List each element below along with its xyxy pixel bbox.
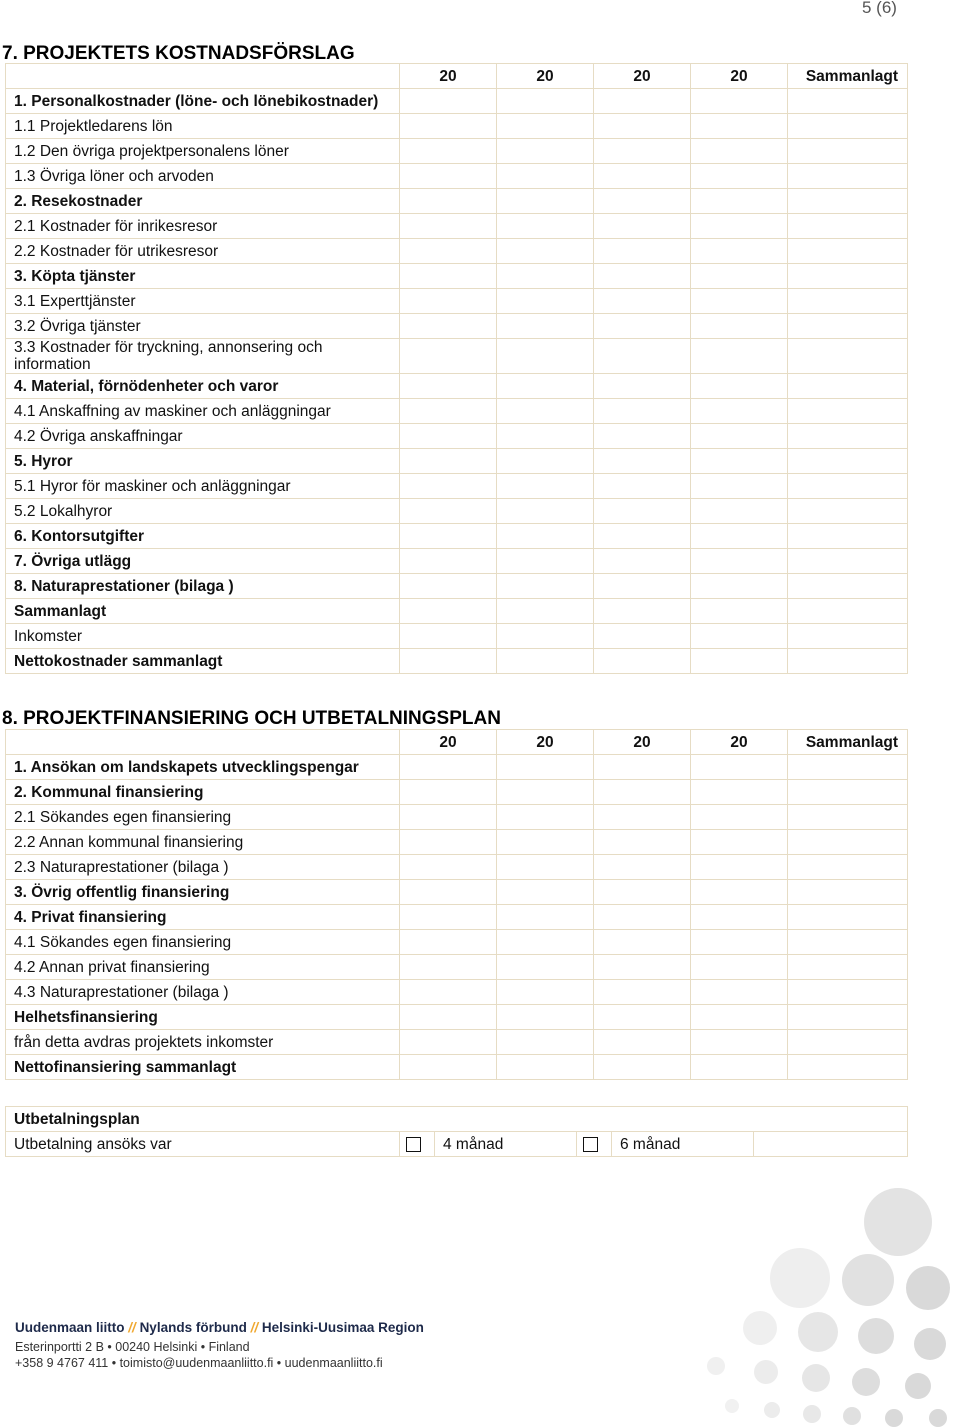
financing-value-cell[interactable]: [691, 805, 788, 830]
cost-header-year-4: 20: [691, 64, 788, 89]
cost-value-cell[interactable]: [400, 574, 497, 599]
financing-value-cell[interactable]: [691, 1030, 788, 1055]
cost-value-cell[interactable]: [497, 424, 594, 449]
financing-value-cell[interactable]: [594, 930, 691, 955]
cost-row: [6, 499, 908, 524]
cost-value-cell[interactable]: [497, 374, 594, 399]
financing-value-cell[interactable]: [497, 980, 594, 1005]
cost-value-cell[interactable]: [691, 114, 788, 139]
financing-value-cell[interactable]: [594, 880, 691, 905]
cost-value-cell[interactable]: [400, 164, 497, 189]
cost-value-cell[interactable]: [594, 374, 691, 399]
financing-row: [6, 955, 908, 980]
cost-value-cell[interactable]: [497, 624, 594, 649]
footer-address: Esterinportti 2 B • 00240 Helsinki • Finland: [15, 1340, 250, 1354]
cost-value-cell[interactable]: [691, 239, 788, 264]
financing-header-year-4: 20: [691, 730, 788, 755]
cost-value-cell[interactable]: [594, 524, 691, 549]
financing-value-cell[interactable]: [594, 805, 691, 830]
cost-row: [6, 189, 908, 214]
checkbox-6-month[interactable]: [583, 1137, 598, 1152]
cost-value-cell[interactable]: [497, 599, 594, 624]
cost-row-label: 4.2 Övriga anskaffningar: [6, 424, 400, 449]
logo-separator-2: //: [250, 1320, 259, 1335]
org-name-en: Helsinki-Uusimaa Region: [261, 1320, 424, 1335]
cost-value-cell[interactable]: [594, 624, 691, 649]
financing-row-label: 2. Kommunal finansiering: [6, 780, 400, 805]
financing-header-row: [6, 730, 908, 755]
financing-row-label: Nettofinansiering sammanlagt: [6, 1055, 400, 1080]
cost-value-cell[interactable]: [497, 89, 594, 114]
cost-value-cell[interactable]: [691, 649, 788, 674]
financing-value-cell[interactable]: [594, 830, 691, 855]
financing-value-cell[interactable]: [788, 755, 908, 780]
cost-value-cell[interactable]: [691, 374, 788, 399]
financing-value-cell[interactable]: [788, 855, 908, 880]
financing-value-cell[interactable]: [788, 830, 908, 855]
financing-row-label: från detta avdras projektets inkomster: [6, 1030, 400, 1055]
cost-value-cell[interactable]: [691, 624, 788, 649]
cost-value-cell[interactable]: [400, 289, 497, 314]
cost-value-cell[interactable]: [497, 574, 594, 599]
cost-row: [6, 424, 908, 449]
cost-value-cell[interactable]: [497, 214, 594, 239]
cost-value-cell[interactable]: [691, 424, 788, 449]
cost-value-cell[interactable]: [594, 214, 691, 239]
cost-row-label: 5.2 Lokalhyror: [6, 499, 400, 524]
financing-value-cell[interactable]: [400, 930, 497, 955]
financing-value-cell[interactable]: [691, 855, 788, 880]
cost-value-cell[interactable]: [691, 599, 788, 624]
financing-value-cell[interactable]: [497, 1055, 594, 1080]
financing-row-label: Helhetsfinansiering: [6, 1005, 400, 1030]
cost-value-cell[interactable]: [400, 399, 497, 424]
cost-row: [6, 374, 908, 399]
cost-row-label: Inkomster: [6, 624, 400, 649]
financing-value-cell[interactable]: [788, 905, 908, 930]
logo-separator-1: //: [128, 1320, 136, 1335]
cost-value-cell[interactable]: [788, 549, 908, 574]
cost-value-cell[interactable]: [400, 649, 497, 674]
cost-value-cell[interactable]: [788, 649, 908, 674]
cost-row: [6, 289, 908, 314]
financing-value-cell[interactable]: [400, 880, 497, 905]
financing-value-cell[interactable]: [497, 955, 594, 980]
cost-value-cell[interactable]: [400, 89, 497, 114]
cost-row-label: 1.3 Övriga löner och arvoden: [6, 164, 400, 189]
cost-row: [6, 239, 908, 264]
cost-value-cell[interactable]: [691, 139, 788, 164]
financing-value-cell[interactable]: [400, 1055, 497, 1080]
financing-value-cell[interactable]: [788, 1030, 908, 1055]
cost-value-cell[interactable]: [400, 339, 497, 374]
financing-value-cell[interactable]: [691, 780, 788, 805]
financing-value-cell[interactable]: [400, 955, 497, 980]
cost-value-cell[interactable]: [691, 89, 788, 114]
cost-value-cell[interactable]: [691, 549, 788, 574]
cost-row: [6, 399, 908, 424]
cost-value-cell[interactable]: [497, 114, 594, 139]
financing-value-cell[interactable]: [691, 980, 788, 1005]
cost-row: [6, 474, 908, 499]
decorative-dots: [700, 1160, 960, 1427]
cost-value-cell[interactable]: [594, 164, 691, 189]
financing-row: [6, 855, 908, 880]
cost-value-cell[interactable]: [400, 624, 497, 649]
financing-value-cell[interactable]: [400, 855, 497, 880]
financing-row-label: 2.2 Annan kommunal finansiering: [6, 830, 400, 855]
cost-value-cell[interactable]: [400, 449, 497, 474]
financing-value-cell[interactable]: [691, 930, 788, 955]
cost-row: [6, 314, 908, 339]
financing-value-cell[interactable]: [400, 830, 497, 855]
financing-row: [6, 980, 908, 1005]
financing-row: [6, 830, 908, 855]
financing-row: [6, 755, 908, 780]
cost-header-year-2: 20: [497, 64, 594, 89]
cost-value-cell[interactable]: [788, 374, 908, 399]
cost-value-cell[interactable]: [400, 214, 497, 239]
cost-value-cell[interactable]: [497, 499, 594, 524]
financing-value-cell[interactable]: [400, 780, 497, 805]
cost-value-cell[interactable]: [594, 139, 691, 164]
cost-header-year-1: 20: [400, 64, 497, 89]
cost-row-label: 4.1 Anskaffning av maskiner och anläggningar: [6, 399, 400, 424]
footer-logo: [15, 1320, 424, 1335]
checkbox-4-month[interactable]: [406, 1137, 421, 1152]
cost-proposal-table: [5, 63, 908, 674]
cost-value-cell[interactable]: [497, 449, 594, 474]
cost-value-cell[interactable]: [691, 399, 788, 424]
cost-row-label: 6. Kontorsutgifter: [6, 524, 400, 549]
cost-row-label: 2.1 Kostnader för inrikesresor: [6, 214, 400, 239]
option-6-month-label: 6 månad: [612, 1132, 754, 1157]
cost-value-cell[interactable]: [788, 139, 908, 164]
financing-value-cell[interactable]: [788, 805, 908, 830]
cost-value-cell[interactable]: [400, 314, 497, 339]
org-name-fi: Uudenmaan liitto: [15, 1320, 125, 1335]
cost-value-cell[interactable]: [497, 139, 594, 164]
financing-value-cell[interactable]: [497, 780, 594, 805]
cost-value-cell[interactable]: [400, 374, 497, 399]
cost-value-cell[interactable]: [788, 599, 908, 624]
financing-value-cell[interactable]: [497, 905, 594, 930]
cost-value-cell[interactable]: [788, 339, 908, 374]
financing-value-cell[interactable]: [788, 955, 908, 980]
financing-value-cell[interactable]: [691, 955, 788, 980]
financing-row: [6, 1005, 908, 1030]
financing-header-corner: [6, 730, 400, 755]
financing-value-cell[interactable]: [691, 830, 788, 855]
cost-header-year-3: 20: [594, 64, 691, 89]
cost-value-cell[interactable]: [691, 499, 788, 524]
cost-value-cell[interactable]: [788, 474, 908, 499]
cost-row: [6, 339, 908, 374]
cost-row-label: 7. Övriga utlägg: [6, 549, 400, 574]
cost-value-cell[interactable]: [594, 189, 691, 214]
financing-row-label: 4. Privat finansiering: [6, 905, 400, 930]
cost-row: [6, 89, 908, 114]
cost-value-cell[interactable]: [400, 424, 497, 449]
cost-value-cell[interactable]: [788, 449, 908, 474]
financing-value-cell[interactable]: [497, 930, 594, 955]
cost-value-cell[interactable]: [788, 424, 908, 449]
financing-header-year-2: 20: [497, 730, 594, 755]
financing-row-label: 4.2 Annan privat finansiering: [6, 955, 400, 980]
financing-row-label: 2.1 Sökandes egen finansiering: [6, 805, 400, 830]
financing-value-cell[interactable]: [691, 755, 788, 780]
payment-plan-row: [6, 1132, 908, 1157]
payment-plan-title: Utbetalningsplan: [6, 1107, 908, 1132]
cost-value-cell[interactable]: [788, 239, 908, 264]
financing-value-cell[interactable]: [788, 1005, 908, 1030]
financing-value-cell[interactable]: [497, 855, 594, 880]
financing-value-cell[interactable]: [788, 1055, 908, 1080]
cost-row-label: Nettokostnader sammanlagt: [6, 649, 400, 674]
cost-row-label: 3.3 Kostnader för tryckning, annonsering och information: [6, 339, 400, 374]
cost-row: [6, 164, 908, 189]
cost-value-cell[interactable]: [400, 239, 497, 264]
cost-row: [6, 214, 908, 239]
footer-contact: +358 9 4767 411 • toimisto@uudenmaanliitto.fi • uudenmaanliitto.fi: [15, 1356, 383, 1370]
cost-value-cell[interactable]: [788, 499, 908, 524]
financing-value-cell[interactable]: [594, 755, 691, 780]
cost-value-cell[interactable]: [594, 649, 691, 674]
financing-value-cell[interactable]: [594, 1055, 691, 1080]
cost-row: [6, 449, 908, 474]
financing-value-cell[interactable]: [691, 905, 788, 930]
cost-value-cell[interactable]: [400, 139, 497, 164]
financing-row: [6, 1055, 908, 1080]
cost-row-label: 1.2 Den övriga projektpersonalens löner: [6, 139, 400, 164]
financing-value-cell[interactable]: [400, 755, 497, 780]
financing-row: [6, 880, 908, 905]
cost-value-cell[interactable]: [691, 574, 788, 599]
financing-row: [6, 1030, 908, 1055]
cost-value-cell[interactable]: [594, 474, 691, 499]
cost-value-cell[interactable]: [788, 289, 908, 314]
cost-value-cell[interactable]: [788, 114, 908, 139]
financing-value-cell[interactable]: [788, 780, 908, 805]
cost-row-label: 2.2 Kostnader för utrikesresor: [6, 239, 400, 264]
financing-value-cell[interactable]: [594, 980, 691, 1005]
financing-value-cell[interactable]: [594, 855, 691, 880]
checkbox-cell-4[interactable]: [400, 1132, 435, 1157]
cost-value-cell[interactable]: [788, 574, 908, 599]
cost-value-cell[interactable]: [594, 239, 691, 264]
cost-row: [6, 549, 908, 574]
financing-value-cell[interactable]: [497, 830, 594, 855]
cost-value-cell[interactable]: [691, 264, 788, 289]
cost-value-cell[interactable]: [691, 289, 788, 314]
financing-row-label: 3. Övrig offentlig finansiering: [6, 880, 400, 905]
cost-header-corner: [6, 64, 400, 89]
financing-row: [6, 780, 908, 805]
financing-value-cell[interactable]: [788, 930, 908, 955]
financing-value-cell[interactable]: [400, 980, 497, 1005]
cost-value-cell[interactable]: [594, 499, 691, 524]
financing-table: [5, 729, 908, 1080]
cost-value-cell[interactable]: [691, 524, 788, 549]
cost-value-cell[interactable]: [594, 574, 691, 599]
cost-value-cell[interactable]: [691, 449, 788, 474]
cost-value-cell[interactable]: [497, 474, 594, 499]
cost-row: [6, 599, 908, 624]
option-4-month-label: 4 månad: [435, 1132, 577, 1157]
payment-plan-row-label: Utbetalning ansöks var: [6, 1132, 400, 1157]
cost-value-cell[interactable]: [497, 264, 594, 289]
financing-value-cell[interactable]: [497, 1030, 594, 1055]
financing-value-cell[interactable]: [594, 955, 691, 980]
financing-row-label: 2.3 Naturaprestationer (bilaga ): [6, 855, 400, 880]
cost-value-cell[interactable]: [594, 549, 691, 574]
cost-value-cell[interactable]: [691, 339, 788, 374]
financing-value-cell[interactable]: [691, 1005, 788, 1030]
cost-value-cell[interactable]: [497, 549, 594, 574]
cost-header-total: Sammanlagt: [788, 64, 908, 89]
financing-value-cell[interactable]: [497, 755, 594, 780]
cost-value-cell[interactable]: [594, 399, 691, 424]
financing-value-cell[interactable]: [400, 1005, 497, 1030]
cost-value-cell[interactable]: [788, 264, 908, 289]
financing-row-label: 4.3 Naturaprestationer (bilaga ): [6, 980, 400, 1005]
cost-row-label: 4. Material, förnödenheter och varor: [6, 374, 400, 399]
cost-value-cell[interactable]: [594, 599, 691, 624]
cost-value-cell[interactable]: [691, 474, 788, 499]
cost-value-cell[interactable]: [788, 89, 908, 114]
financing-row-label: 1. Ansökan om landskapets utvecklingspengar: [6, 755, 400, 780]
cost-value-cell[interactable]: [691, 189, 788, 214]
section-7-title: 7. PROJEKTETS KOSTNADSFÖRSLAG: [2, 43, 355, 64]
page-number: 5 (6): [862, 0, 897, 17]
financing-header-year-1: 20: [400, 730, 497, 755]
cost-value-cell[interactable]: [594, 289, 691, 314]
financing-header-year-3: 20: [594, 730, 691, 755]
cost-row-label: 5.1 Hyror för maskiner och anläggningar: [6, 474, 400, 499]
financing-row: [6, 905, 908, 930]
cost-value-cell[interactable]: [497, 239, 594, 264]
cost-row: [6, 139, 908, 164]
cost-value-cell[interactable]: [594, 424, 691, 449]
financing-value-cell[interactable]: [691, 880, 788, 905]
cost-value-cell[interactable]: [497, 289, 594, 314]
cost-value-cell[interactable]: [497, 399, 594, 424]
cost-row: [6, 264, 908, 289]
cost-value-cell[interactable]: [691, 314, 788, 339]
cost-value-cell[interactable]: [594, 339, 691, 374]
cost-row-label: 2. Resekostnader: [6, 189, 400, 214]
section-8-title: 8. PROJEKTFINANSIERING OCH UTBETALNINGSPLAN: [2, 708, 501, 729]
cost-value-cell[interactable]: [400, 599, 497, 624]
cost-value-cell[interactable]: [400, 499, 497, 524]
cost-row: [6, 574, 908, 599]
cost-value-cell[interactable]: [594, 264, 691, 289]
cost-value-cell[interactable]: [497, 164, 594, 189]
cost-row-label: Sammanlagt: [6, 599, 400, 624]
cost-value-cell[interactable]: [497, 314, 594, 339]
payment-plan-table: [5, 1106, 908, 1157]
cost-value-cell[interactable]: [594, 114, 691, 139]
cost-value-cell[interactable]: [594, 89, 691, 114]
cost-value-cell[interactable]: [594, 449, 691, 474]
financing-value-cell[interactable]: [594, 905, 691, 930]
cost-value-cell[interactable]: [400, 114, 497, 139]
cost-value-cell[interactable]: [788, 399, 908, 424]
cost-value-cell[interactable]: [400, 189, 497, 214]
cost-value-cell[interactable]: [594, 314, 691, 339]
cost-value-cell[interactable]: [497, 189, 594, 214]
cost-header-row: [6, 64, 908, 89]
financing-row: [6, 805, 908, 830]
cost-value-cell[interactable]: [691, 214, 788, 239]
cost-value-cell[interactable]: [788, 314, 908, 339]
financing-value-cell[interactable]: [691, 1055, 788, 1080]
cost-value-cell[interactable]: [788, 214, 908, 239]
cost-value-cell[interactable]: [788, 164, 908, 189]
financing-value-cell[interactable]: [400, 905, 497, 930]
cost-row: [6, 624, 908, 649]
financing-row: [6, 930, 908, 955]
financing-value-cell[interactable]: [400, 805, 497, 830]
cost-value-cell[interactable]: [497, 649, 594, 674]
financing-value-cell[interactable]: [594, 780, 691, 805]
cost-value-cell[interactable]: [400, 549, 497, 574]
payment-plan-title-row: [6, 1107, 908, 1132]
cost-value-cell[interactable]: [497, 339, 594, 374]
cost-row-label: 1. Personalkostnader (löne- och lönebikostnader): [6, 89, 400, 114]
cost-value-cell[interactable]: [400, 264, 497, 289]
financing-value-cell[interactable]: [400, 1030, 497, 1055]
cost-row-label: 3. Köpta tjänster: [6, 264, 400, 289]
cost-value-cell[interactable]: [788, 624, 908, 649]
cost-row: [6, 524, 908, 549]
cost-value-cell[interactable]: [400, 474, 497, 499]
financing-value-cell[interactable]: [788, 980, 908, 1005]
cost-row: [6, 649, 908, 674]
financing-value-cell[interactable]: [594, 1030, 691, 1055]
cost-value-cell[interactable]: [691, 164, 788, 189]
cost-row: [6, 114, 908, 139]
financing-value-cell[interactable]: [497, 1005, 594, 1030]
financing-value-cell[interactable]: [497, 880, 594, 905]
financing-row-label: 4.1 Sökandes egen finansiering: [6, 930, 400, 955]
financing-header-total: Sammanlagt: [788, 730, 908, 755]
cost-value-cell[interactable]: [400, 524, 497, 549]
cost-row-label: 5. Hyror: [6, 449, 400, 474]
cost-row-label: 1.1 Projektledarens lön: [6, 114, 400, 139]
cost-value-cell[interactable]: [788, 524, 908, 549]
cost-value-cell[interactable]: [788, 189, 908, 214]
cost-row-label: 8. Naturaprestationer (bilaga ): [6, 574, 400, 599]
org-name-sv: Nylands förbund: [139, 1320, 247, 1335]
checkbox-cell-6[interactable]: [577, 1132, 612, 1157]
cost-row-label: 3.2 Övriga tjänster: [6, 314, 400, 339]
financing-value-cell[interactable]: [594, 1005, 691, 1030]
financing-value-cell[interactable]: [788, 880, 908, 905]
cost-value-cell[interactable]: [497, 524, 594, 549]
cost-row-label: 3.1 Experttjänster: [6, 289, 400, 314]
financing-value-cell[interactable]: [497, 805, 594, 830]
